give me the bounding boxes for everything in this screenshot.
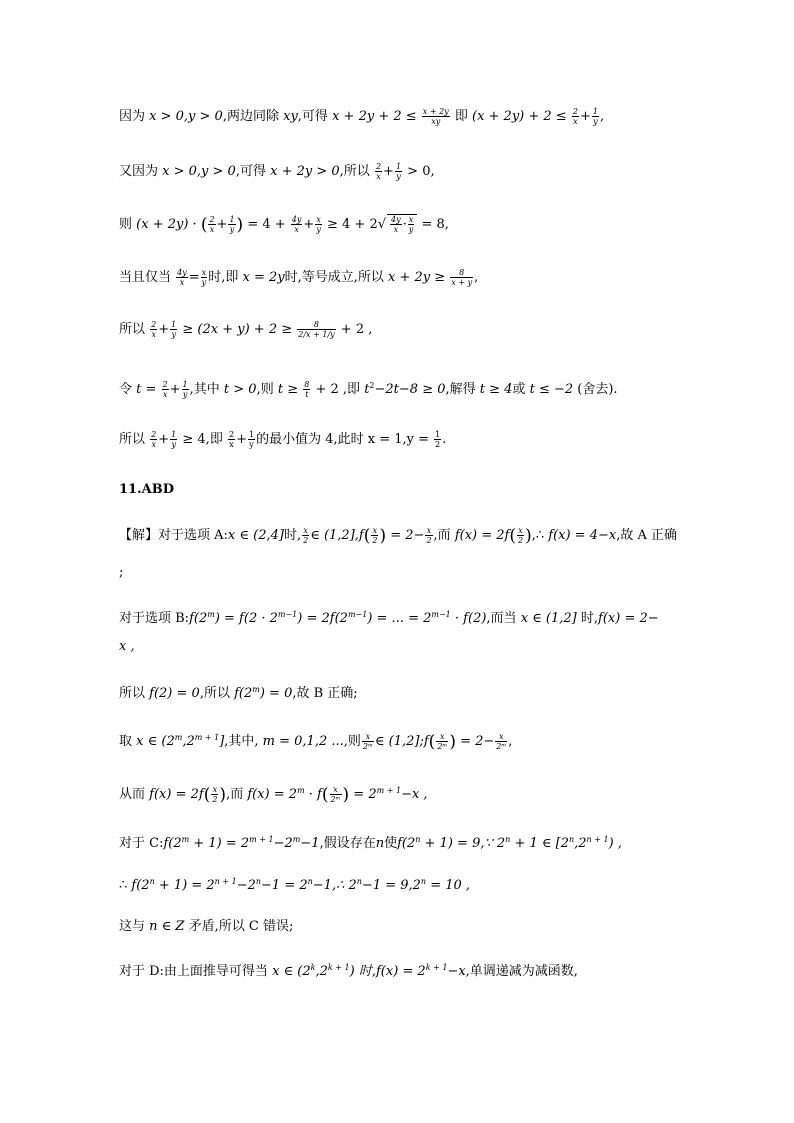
denominator: y xyxy=(171,330,176,339)
superscript: k + 1 xyxy=(327,963,350,972)
denominator: x xyxy=(151,440,156,449)
superscript: n xyxy=(415,835,421,844)
text: , xyxy=(474,270,479,285)
denominator: y xyxy=(396,172,401,181)
denominator: x xyxy=(162,390,168,399)
text: ,则 xyxy=(343,734,361,749)
denominator: 2/x + 1/y xyxy=(298,330,335,339)
math: ,2 xyxy=(315,964,328,979)
denominator: t xyxy=(305,390,309,399)
numerator: 1 xyxy=(435,430,441,439)
numerator: x xyxy=(330,785,342,795)
numerator: 8 xyxy=(304,380,310,389)
paren: ) xyxy=(525,526,532,546)
text: , xyxy=(508,734,513,749)
text: > 0, xyxy=(407,164,435,179)
text: ∴ xyxy=(119,878,128,893)
math: ] xyxy=(219,734,225,749)
numerator: 2 xyxy=(151,320,157,329)
line-6 xyxy=(119,376,618,400)
math: x + 2y ≥ xyxy=(388,270,446,285)
paren: ) xyxy=(379,526,387,546)
superscript: m + 1 xyxy=(249,835,274,844)
line-14 xyxy=(119,728,512,752)
fraction xyxy=(176,268,188,287)
math: x > 0,y > 0 xyxy=(149,109,223,124)
fraction xyxy=(150,430,157,449)
numerator: x xyxy=(362,732,374,742)
math: ,2 xyxy=(182,734,195,749)
fraction xyxy=(362,732,374,751)
text: 因为 xyxy=(119,109,146,124)
text: + xyxy=(216,217,228,232)
denominator: 2ᵐ xyxy=(437,742,448,751)
text: ,单调递减为减函数, xyxy=(465,964,578,979)
math: ∈ (1,2]; xyxy=(374,734,424,749)
fraction xyxy=(150,320,157,339)
denominator: x xyxy=(393,225,399,234)
math: f(x) = 2 xyxy=(375,964,426,979)
numerator: x xyxy=(408,215,414,224)
numerator: x xyxy=(316,215,321,224)
superscript: k + 1 xyxy=(425,963,448,972)
text: 又因为 xyxy=(119,164,159,179)
text: + 2 , xyxy=(340,322,373,337)
text: ,则 xyxy=(256,382,274,397)
superscript: n xyxy=(356,877,362,886)
math: t ≤ −2 xyxy=(529,382,574,397)
math: x + 2y > 0 xyxy=(270,164,340,179)
paren: ( xyxy=(203,785,211,805)
numerator: x xyxy=(303,526,308,535)
text: ,故 A 正确 xyxy=(616,528,678,543)
text: ,故 B 正确; xyxy=(292,686,358,701)
math: x , xyxy=(119,639,135,654)
text: ,假设存在 xyxy=(319,836,376,851)
denominator: 2 xyxy=(303,536,309,545)
superscript: n xyxy=(420,877,427,886)
text: 所以 xyxy=(119,686,146,701)
superscript: k xyxy=(310,963,316,972)
math: ) 时, xyxy=(349,964,376,979)
fraction xyxy=(302,526,309,545)
math: f xyxy=(358,528,364,543)
fraction xyxy=(495,732,507,751)
text: ,两边同除 xyxy=(222,109,279,124)
math: · f xyxy=(308,787,322,802)
numerator: x xyxy=(426,526,432,535)
math: ≥ (2x + y) + 2 ≥ xyxy=(182,322,293,337)
math: x ∈ (2 xyxy=(272,964,311,979)
fraction xyxy=(303,380,310,399)
fraction xyxy=(315,215,322,234)
line-13 xyxy=(119,680,358,704)
numerator: x + 2y xyxy=(422,107,449,116)
math: f(2) = 0 xyxy=(149,686,200,701)
fraction xyxy=(390,215,402,234)
math: f(x) = 2 xyxy=(247,787,298,802)
text: ,而 xyxy=(433,528,451,543)
denominator: x xyxy=(573,117,578,126)
math: f(x) = 2f xyxy=(454,528,510,543)
fraction xyxy=(371,526,378,545)
math: ) = 2f(2 xyxy=(297,611,348,626)
denominator: x + y xyxy=(451,278,473,287)
text: + 2 ,即 xyxy=(315,382,361,397)
denominator: x xyxy=(376,172,381,181)
fraction xyxy=(211,785,218,804)
fraction xyxy=(162,380,169,399)
math: f(2 xyxy=(234,686,253,701)
denominator: 2ᵐ xyxy=(496,742,507,751)
text: 当且仅当 xyxy=(119,270,172,285)
numerator: 2 xyxy=(228,430,235,439)
text: 时, xyxy=(580,611,599,626)
numerator: 8 xyxy=(297,320,335,330)
text: 取 xyxy=(119,734,133,749)
text: · xyxy=(402,217,407,232)
line-4 xyxy=(119,268,478,288)
numerator: 2 xyxy=(209,215,215,224)
superscript: n xyxy=(149,877,155,886)
math: x ∈ (2,4] xyxy=(227,528,284,543)
math: f xyxy=(423,734,429,749)
numerator: 4y xyxy=(177,268,187,277)
paren: ( xyxy=(363,526,371,546)
fraction xyxy=(330,785,342,804)
math: f(2 xyxy=(189,611,208,626)
fraction xyxy=(170,320,177,339)
denominator: xy xyxy=(431,117,441,126)
numerator: x xyxy=(495,732,507,742)
text: , xyxy=(599,109,605,124)
text: + xyxy=(158,322,170,337)
fraction xyxy=(182,380,189,399)
superscript: n xyxy=(255,877,262,886)
numerator: 4y xyxy=(291,215,302,224)
text: 的最小值为 4,此时 x = 1,y = xyxy=(256,432,429,447)
math: ) = 0 xyxy=(259,686,293,701)
text: = xyxy=(188,270,200,285)
math: −1 = 2 xyxy=(261,878,308,893)
math: −1 xyxy=(300,836,320,851)
numerator: 1 xyxy=(248,430,255,439)
superscript: m xyxy=(181,835,190,844)
text: ≥ 4 + 2 xyxy=(326,217,378,232)
denominator: 2 xyxy=(517,536,524,545)
line-2 xyxy=(119,162,435,182)
math: f(x) = 4−x xyxy=(548,528,617,543)
math: f(x) = 2f xyxy=(149,787,204,802)
line-17 xyxy=(119,872,470,896)
numerator: x xyxy=(436,732,448,742)
math: f(2 xyxy=(163,836,182,851)
text: ≥ 4,即 xyxy=(182,432,223,447)
denominator: y xyxy=(593,117,598,126)
numerator: 1 xyxy=(171,320,177,329)
denominator: y xyxy=(408,225,414,234)
math: + 1) = 2 xyxy=(193,836,250,851)
math: −2t−8 ≥ 0 xyxy=(374,382,446,397)
denominator: y xyxy=(201,278,207,287)
superscript: m−1 xyxy=(277,610,298,619)
text: ,所以 xyxy=(339,164,370,179)
fraction xyxy=(436,732,448,751)
math: ) = ... = 2 xyxy=(367,611,432,626)
math: x ∈ (1,2] xyxy=(520,611,577,626)
math: −2 xyxy=(273,836,293,851)
superscript: m−1 xyxy=(431,610,451,619)
math: −x , xyxy=(401,787,428,802)
math: (x + 2y) + 2 ≤ xyxy=(472,109,567,124)
text: . xyxy=(442,432,447,447)
text: 使 xyxy=(384,836,398,851)
denominator: y xyxy=(171,440,176,449)
superscript: m + 1 xyxy=(376,786,402,795)
line-15 xyxy=(119,781,428,805)
math: t > 0 xyxy=(223,382,257,397)
line-3 xyxy=(119,214,449,235)
math: ) , xyxy=(608,836,622,851)
math: t ≥ xyxy=(277,382,299,397)
numerator: 2 xyxy=(572,107,578,116)
text: 时,等号成立,所以 xyxy=(284,270,384,285)
line-19 xyxy=(119,958,578,982)
denominator: x xyxy=(151,330,156,339)
line-12 xyxy=(119,637,135,657)
text: + xyxy=(158,432,170,447)
text: = 8, xyxy=(421,217,449,232)
text: 从而 xyxy=(119,787,146,802)
superscript: n + 1 xyxy=(214,877,237,886)
line-16 xyxy=(119,830,622,854)
text: 或 xyxy=(512,382,526,397)
superscript: n + 1 xyxy=(586,835,609,844)
superscript: m xyxy=(174,733,183,742)
text: 11.ABD xyxy=(119,482,174,497)
fraction xyxy=(408,215,415,234)
math: t ≥ 4 xyxy=(479,382,513,397)
fraction xyxy=(228,430,235,449)
numerator: 2 xyxy=(162,380,168,389)
fraction xyxy=(572,107,579,126)
math: x = 2y xyxy=(242,270,285,285)
math: t = xyxy=(136,382,157,397)
denominator: x xyxy=(209,225,215,234)
numerator: 1 xyxy=(182,380,188,389)
text: ,解得 xyxy=(445,382,476,397)
text: 这与 xyxy=(119,919,146,934)
paren: ( xyxy=(509,526,516,546)
denominator: 2 xyxy=(435,440,441,449)
superscript: m xyxy=(297,786,305,795)
math: x > 0,y > 0 xyxy=(162,164,236,179)
fraction xyxy=(228,215,235,234)
math: = 2− xyxy=(460,734,495,749)
text: 对于选项 B: xyxy=(119,611,190,626)
fraction xyxy=(425,526,432,545)
fraction xyxy=(422,107,450,126)
denominator: y xyxy=(182,390,188,399)
math: x ∈ (2 xyxy=(136,734,175,749)
text: 所以 xyxy=(119,322,146,337)
math: −2 xyxy=(236,878,256,893)
fraction xyxy=(201,268,208,287)
math: f(2 xyxy=(131,878,150,893)
math: (x + 2y) · xyxy=(136,217,197,232)
text: ,所以 xyxy=(199,686,230,701)
superscript: m xyxy=(252,685,260,694)
answer-heading xyxy=(119,480,174,500)
numerator: x xyxy=(372,526,378,535)
numerator: 2 xyxy=(151,430,157,439)
paren: ) xyxy=(236,215,244,235)
math: ,2 xyxy=(574,836,587,851)
fraction xyxy=(450,268,473,287)
text: 所以 xyxy=(119,432,146,447)
text: ,∴ xyxy=(531,528,545,543)
fraction xyxy=(434,430,441,449)
text: (舍去). xyxy=(577,382,618,397)
text: + xyxy=(236,432,247,447)
math: = 2 xyxy=(353,787,377,802)
denominator: y xyxy=(316,225,321,234)
math: ∈ (1,2], xyxy=(310,528,359,543)
superscript: m xyxy=(207,610,215,619)
math: −1 = 9,2 xyxy=(361,878,421,893)
numerator: 4y xyxy=(391,215,401,224)
text: 【解】对于选项 A: xyxy=(119,528,228,543)
paren: ( xyxy=(321,785,329,805)
paren: ( xyxy=(428,732,436,752)
numerator: x xyxy=(212,785,218,794)
denominator: 2ᵐ xyxy=(330,795,341,804)
paren: ) xyxy=(449,732,456,752)
fraction xyxy=(208,215,215,234)
math: x + 2y + 2 ≤ xyxy=(332,109,417,124)
text: ,而当 xyxy=(486,611,517,626)
text: ,其中 xyxy=(189,382,220,397)
numerator: 2 xyxy=(375,162,382,171)
paren: ) xyxy=(219,785,227,805)
denominator: x xyxy=(294,225,299,234)
numerator: 1 xyxy=(395,162,402,171)
numerator: 1 xyxy=(592,107,598,116)
math: −x xyxy=(447,964,466,979)
paren: ( xyxy=(200,215,208,235)
line-7 xyxy=(119,430,446,450)
numerator: 1 xyxy=(171,430,177,439)
denominator: 2ᵐ xyxy=(362,742,373,751)
math: n ∈ Z xyxy=(149,919,185,934)
numerator: x xyxy=(201,268,207,277)
fraction xyxy=(291,215,303,234)
text: 时, xyxy=(283,528,302,543)
math: m = 0,1,2 ... xyxy=(262,734,344,749)
fraction xyxy=(248,430,255,449)
text: + xyxy=(169,382,181,397)
superscript: m−1 xyxy=(347,610,368,619)
superscript: n xyxy=(568,835,575,844)
denominator: x xyxy=(179,278,185,287)
text: ,其中, xyxy=(224,734,259,749)
text: 对于 C: xyxy=(119,836,164,851)
sqrt-sign: √ xyxy=(377,217,387,232)
text: 时,即 xyxy=(208,270,239,285)
text: + xyxy=(303,217,315,232)
text: = 4 + xyxy=(247,217,286,232)
fraction xyxy=(297,320,335,339)
denominator: 2 xyxy=(426,536,432,545)
fraction xyxy=(592,107,599,126)
denominator: 2 xyxy=(212,795,218,804)
paren: ) xyxy=(342,785,350,805)
text: 令 xyxy=(119,382,133,397)
text: ,而 xyxy=(226,787,244,802)
denominator: x xyxy=(229,440,234,449)
math: xy xyxy=(283,109,298,124)
line-18 xyxy=(119,917,293,937)
math: t xyxy=(364,382,370,397)
fraction xyxy=(375,162,382,181)
math: · f(2) xyxy=(454,611,487,626)
denominator: y xyxy=(229,225,235,234)
text: ; xyxy=(119,565,124,580)
line-9 xyxy=(119,526,677,546)
superscript: m + 1 xyxy=(194,733,220,742)
math: = 2− xyxy=(390,528,425,543)
math: + 1) = 2 xyxy=(158,878,215,893)
superscript: 2 xyxy=(369,381,375,390)
denominator: 2 xyxy=(372,536,378,545)
superscript: n xyxy=(307,877,313,886)
math: ) = f(2 · 2 xyxy=(214,611,278,626)
fraction xyxy=(517,526,524,545)
math: −1,∴ 2 xyxy=(312,878,357,893)
denominator: y xyxy=(249,440,254,449)
math: + 1) = 9,∵ 2 xyxy=(424,836,506,851)
math: f(x) = 2− xyxy=(598,611,659,626)
sqrt-body xyxy=(387,214,417,235)
math: = 10 , xyxy=(430,878,471,893)
line-5 xyxy=(119,320,372,340)
text: ,可得 xyxy=(297,109,328,124)
math: + 1 ∈ [2 xyxy=(514,836,569,851)
math: f(2 xyxy=(397,836,416,851)
text: 则 xyxy=(119,217,133,232)
numerator: x xyxy=(518,526,523,535)
text: ,可得 xyxy=(235,164,266,179)
superscript: m xyxy=(292,835,301,844)
math: n xyxy=(375,836,385,851)
superscript: n xyxy=(505,835,511,844)
text: 即 xyxy=(454,109,468,124)
text: 对于 D:由上面推导可得当 xyxy=(119,964,268,979)
numerator: 1 xyxy=(229,215,235,224)
line-10 xyxy=(119,563,123,583)
text: 矛盾,所以 C 错误; xyxy=(188,919,294,934)
line-1 xyxy=(119,107,604,127)
numerator: 8 xyxy=(450,268,473,278)
text: + xyxy=(579,109,591,124)
fraction xyxy=(170,430,177,449)
text: + xyxy=(383,164,394,179)
fraction xyxy=(395,162,402,181)
line-11 xyxy=(119,605,659,629)
